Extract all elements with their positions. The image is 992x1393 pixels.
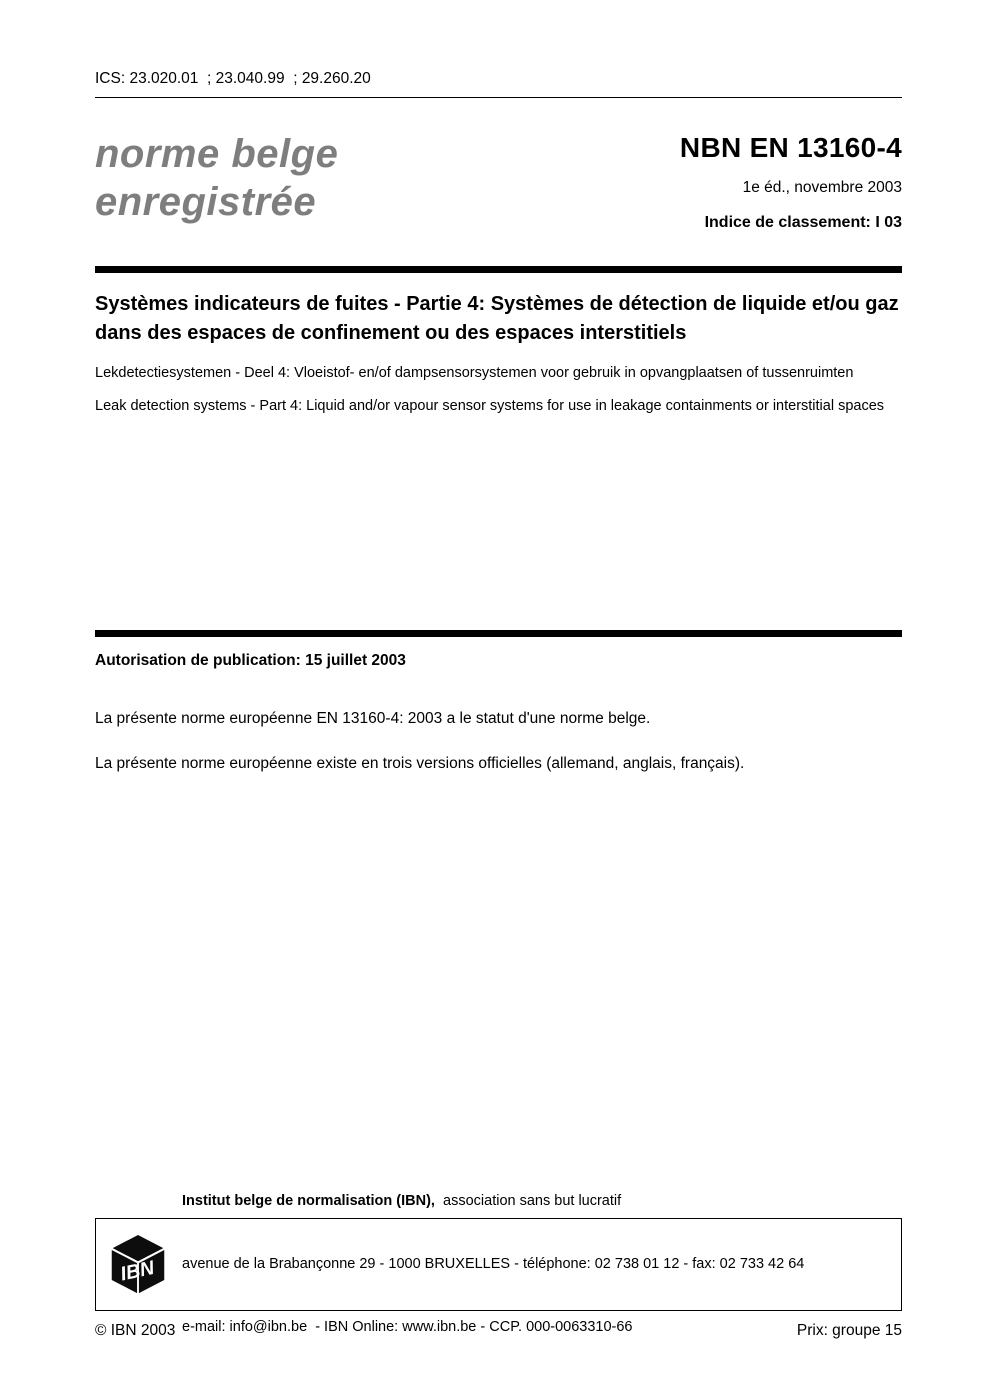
header-rule	[95, 97, 902, 98]
publisher-contact-text	[182, 1149, 804, 1380]
authorization-line: Autorisation de publication: 15 juillet 2003	[95, 651, 406, 669]
ibn-cube-logo-icon	[108, 1233, 168, 1297]
publisher-name: Institut belge de normalisation (IBN),	[182, 1193, 435, 1209]
document-reference: NBN EN 13160-4	[679, 132, 902, 163]
price-group: Prix: groupe 15	[796, 1322, 902, 1339]
ics-codes: ICS: 23.020.01 ; 23.040.99 ; 29.260.20	[95, 70, 371, 87]
classification-index: Indice de classement: I 03	[704, 214, 902, 231]
publisher-line1	[182, 1191, 804, 1212]
versions-paragraph: La présente norme européenne existe en trois versions officielles (allemand, anglais, français).	[95, 754, 745, 772]
svg-text:IBN: IBN	[118, 1256, 157, 1286]
publisher-title-line2: enregistrée	[95, 180, 317, 224]
divider-bar-middle	[95, 630, 902, 637]
divider-bar-top	[95, 266, 902, 273]
publisher-title	[95, 130, 338, 226]
page-footer	[95, 1322, 902, 1340]
title-french: Systèmes indicateurs de fuites - Partie 4: Systèmes de détection de liquide et/ou gaz dans des espaces de confinement ou des espaces interstitiels	[95, 293, 899, 344]
publisher-association: association sans but lucratif	[434, 1193, 622, 1209]
edition-date: 1e éd., novembre 2003	[742, 179, 902, 196]
publisher-title-line1: norme belge	[95, 132, 339, 176]
copyright-notice: © IBN 2003	[95, 1322, 176, 1339]
masthead	[95, 130, 902, 232]
publisher-contacts: e-mail: info@ibn.be - IBN Online: www.ibn.be - CCP. 000-0063310-66	[182, 1319, 633, 1335]
publisher-address: avenue de la Brabançonne 29 - 1000 BRUXELLES - téléphone: 02 738 01 12 - fax: 02 733 42 64	[182, 1256, 805, 1272]
title-dutch: Lekdetectiesystemen - Deel 4: Vloeistof- en/of dampsensorsystemen voor gebruik in opvangplaatsen of tussenruimten	[95, 365, 854, 381]
title-english: Leak detection systems - Part 4: Liquid and/or vapour sensor systems for use in leakage containments or interstitial spaces	[95, 397, 885, 414]
document-identification	[680, 130, 902, 232]
status-paragraph: La présente norme européenne EN 13160-4: 2003 a le statut d'une norme belge.	[95, 709, 651, 727]
